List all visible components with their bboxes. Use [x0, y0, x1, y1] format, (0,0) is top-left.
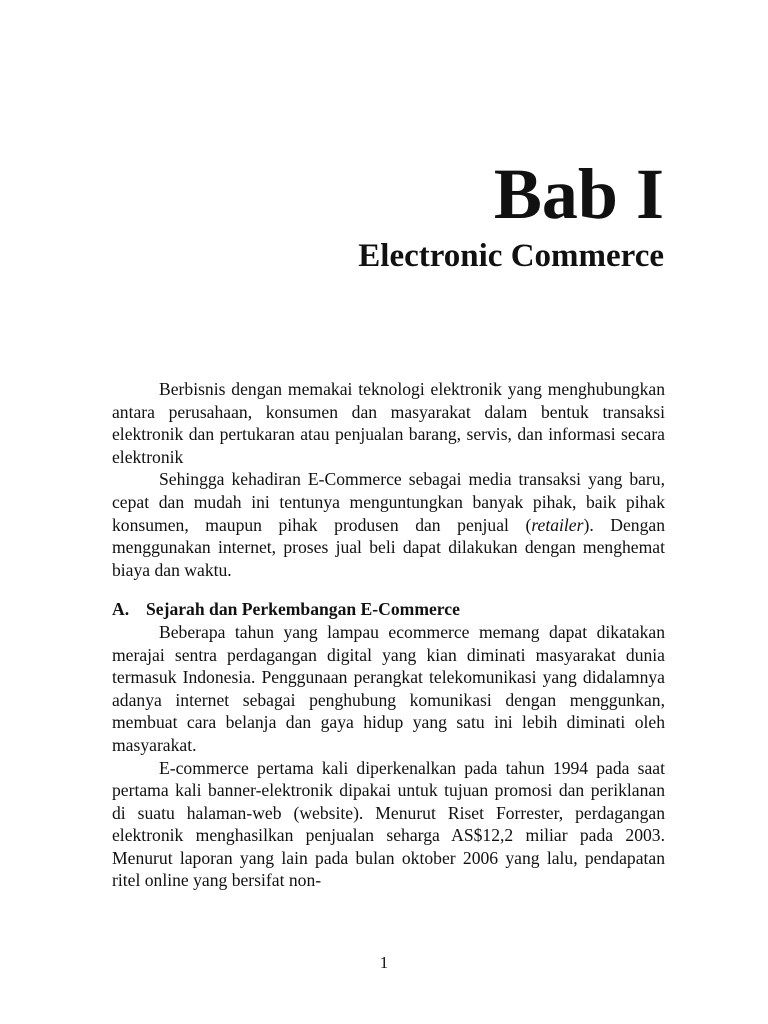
- section-paragraph-2: E-commerce pertama kali diperkenalkan pada tahun 1994 pada saat pertama kali banner-elektronik dipakai untuk tujuan promosi dan periklanan di suatu halaman-web (website). Menurut Riset Forrester, perdagangan elektronik menghasilkan penjualan seharga AS$12,2 miliar pada 2003. Menurut laporan yang lain pada bulan oktober 2006 yang lalu, pendapatan ritel online yang bersifat non-: [112, 757, 665, 891]
- section-heading: [112, 598, 665, 621]
- chapter-number: Bab I: [493, 154, 664, 234]
- chapter-title: Electronic Commerce: [358, 238, 664, 274]
- body-text: [112, 378, 665, 892]
- intro-paragraph-2-end: ). Dengan menggunakan internet, proses jual beli dapat dilakukan dengan menghemat biaya dan waktu.: [112, 514, 665, 580]
- intro-paragraph-1: Berbisnis dengan memakai teknologi elektronik yang menghubungkan antara perusahaan, konsumen dan masyarakat dalam bentuk transaksi elektronik dan pertukaran atau penjualan barang, servis, dan informasi secara elektronik: [112, 379, 665, 467]
- intro-paragraph-2-start: Sehingga kehadiran E-Commerce sebagai media transaksi yang baru, cepat dan mudah ini tentunya menguntungkan banyak pihak, baik pihak konsumen, maupun pihak produsen dan penjual (: [112, 469, 665, 535]
- retailer-term: retailer: [531, 514, 584, 535]
- section-title: Sejarah dan Perkembangan E-Commerce: [146, 599, 460, 620]
- page-number: 1: [379, 953, 389, 972]
- section-paragraph-1: Beberapa tahun yang lampau ecommerce memang dapat dikatakan merajai sentra perdagangan digital yang kian diminati masyarakat dunia termasuk Indonesia. Penggunaan perangkat telekomunikasi yang didalamnya adanya internet sebagai penghubung komunikasi dengan menggunkan, membuat cara belanja dan gaya hidup yang satu ini lebih diminati oleh masyarakat.: [112, 621, 665, 755]
- section-label: A.: [112, 599, 130, 620]
- intro-paragraph-2: [112, 468, 665, 581]
